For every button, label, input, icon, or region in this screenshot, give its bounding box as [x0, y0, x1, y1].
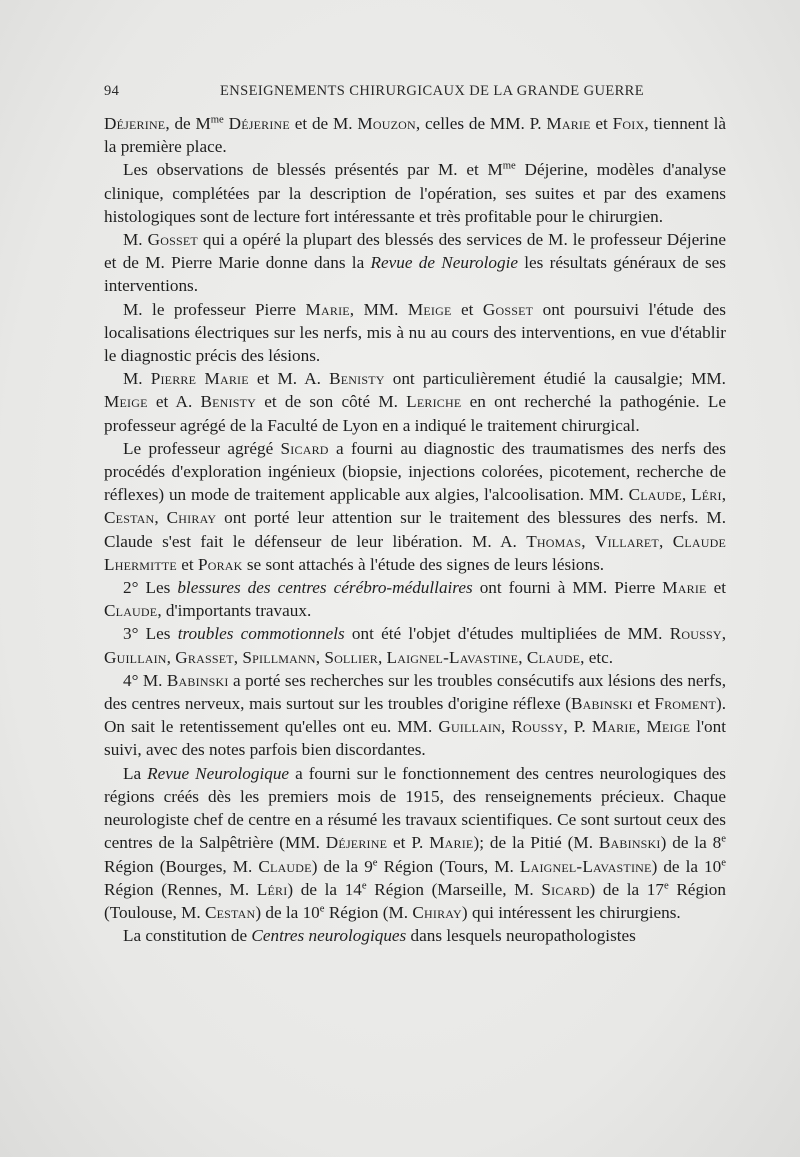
text-run: ) de la 9 [311, 856, 373, 876]
author-name: Sicard [541, 879, 590, 899]
text-run: , tiennent là la première place. [104, 114, 726, 157]
author-name: Laignel-Lavastine [386, 647, 519, 667]
text-run: 4° M. [123, 670, 167, 690]
author-name: Sollier [324, 647, 378, 667]
superscript: e [319, 903, 325, 915]
text-run: ) de la 10 [651, 856, 722, 876]
text-run: M. [123, 230, 148, 250]
text-run: , [501, 717, 512, 737]
text-run: se sont attachés à l'étude des signes de leurs lésions. [242, 554, 605, 574]
text-run: et A. [147, 392, 201, 412]
text-run: a fourni au diagnostic des traumatismes des nerfs des procédés d'exploration ingénieux (biopsie, injections colorées, picotement, recherche de réflexes) un mode de traitement applicable aux algies, l'alcoolisation. MM. [104, 438, 726, 505]
text-run: Les observations de blessés présentés par M. et M [123, 160, 503, 180]
text-run: et de M. [289, 114, 358, 133]
text-run: Déjerine, modèles d'analyse clinique, complétées par la description de l'opération, ses suites et par des examens histologiques sont de lecture fort intéressante et très profitable pour le chirurgien. [104, 160, 726, 226]
superscript: e [721, 856, 726, 868]
text-run: et de son côté M. [256, 392, 407, 412]
text-run: qui a opéré la plupart des blessés des services de M. le professeur Déjerine et de M. Pierre Marie donne dans la [104, 230, 726, 273]
author-name: Babinski [598, 833, 661, 853]
text-run: ); de la Pitié (M. [473, 833, 599, 853]
text-run: les résultats généraux de ses interventions. [104, 253, 726, 296]
author-name: Claude Lhermitte [104, 531, 727, 574]
text-run: La constitution de [123, 926, 252, 946]
text-run: a porté ses recherches sur les troubles consécutifs aux lésions des nerfs, des centres nerveux, mais surtout sur les troubles d'origine réflexe ( [104, 670, 726, 714]
text-run: , celles de MM. P. [415, 114, 547, 133]
superscript: e [663, 879, 669, 891]
text-run: Région (Marseille, M. [366, 879, 542, 899]
author-name: Déjerine [228, 114, 290, 133]
text-run: et [632, 694, 655, 714]
author-name: Meige [646, 717, 691, 737]
page-number: 94 [104, 83, 120, 99]
text-run: M. le professeur Pierre [123, 299, 306, 319]
author-name: Claude [104, 601, 158, 621]
text-run: ) qui intéressent les chirurgiens. [461, 902, 681, 922]
author-name: Déjerine [104, 114, 166, 133]
text-run: ont été l'objet d'études multipliées de MM. [344, 624, 670, 644]
running-title: ENSEIGNEMENTS CHIRURGICAUX DE LA GRANDE GUERRE [220, 83, 644, 99]
author-name: Laignel-Lavastine [519, 856, 652, 876]
paragraph [104, 228, 726, 298]
author-name: Cestan [104, 508, 155, 528]
text-run: et [590, 114, 613, 133]
text-run: et P. [387, 833, 430, 853]
body-text [104, 112, 726, 947]
author-name: Benisty [329, 369, 385, 389]
text-run: , [581, 531, 595, 551]
author-name: Marie [429, 833, 474, 853]
author-name: Leriche [406, 392, 462, 412]
author-name: Grasset [175, 647, 234, 667]
text-run: ) de la 10 [255, 902, 320, 922]
text-run: , [518, 647, 527, 667]
text-run: ont fourni à MM. Pierre [472, 578, 663, 598]
author-name: Porak [197, 554, 243, 574]
text-run: , [233, 647, 243, 667]
text-run: , d'importants travaux. [157, 601, 312, 621]
text-run: 3° Les [123, 624, 178, 644]
text-run: 2° Les [123, 578, 178, 598]
author-name: Léri [256, 879, 288, 899]
text-run: a fourni sur le fonctionnement des centres neurologiques des régions créés dès les premiers mois de 1915, des renseignements précieux. Chaque neurologiste chef de centre en a résumé les travaux scientifiques. Ce sont surtout ceux des centres de la Salpêtrière (MM. [104, 763, 726, 853]
author-name: Roussy [511, 717, 564, 737]
text-run: et [176, 554, 198, 574]
author-name: Sicard [280, 438, 329, 458]
author-name: Benisty [200, 392, 257, 412]
text-run: ont porté leur attention sur le traitement des blessures des nerfs. M. Claude s'est fait le défenseur de leur libération. M. A. [104, 508, 727, 551]
text-run: l'ont suivi, avec des notes parfois bien discordantes. [104, 717, 727, 760]
author-name: Babinski [166, 670, 229, 690]
author-name: Villaret [594, 531, 659, 551]
paragraph [104, 158, 726, 228]
superscript: me [210, 114, 224, 126]
text-run: ) de la 17 [589, 879, 664, 899]
text-run: ) de la 8 [660, 833, 722, 853]
author-name: Gosset [482, 299, 534, 319]
author-name: Claude [628, 485, 682, 505]
text-run: , MM. [349, 299, 408, 319]
italic-phrase: blessures des centres cérébro-médullaires [177, 578, 473, 598]
text-run: en ont recherché la pathogénie. Le professeur agrégé de la Faculté de Lyon en a indiqué le traitement chirurgical. [104, 392, 726, 435]
author-name: Gosset [147, 230, 198, 250]
text-run: , [377, 647, 387, 667]
text-run: , de M [165, 114, 211, 133]
text-run: dans lesquels neuropathologistes [406, 926, 636, 946]
author-name: Claude [526, 647, 581, 667]
text-run: M. [123, 369, 151, 389]
author-name: Léri [691, 485, 722, 505]
author-name: Babinski [570, 694, 633, 714]
text-run: ) de la 14 [287, 879, 362, 899]
italic-phrase: Revue de Neurologie [370, 253, 518, 273]
text-run: et [451, 299, 483, 319]
author-name: Marie [546, 114, 591, 133]
text-run: Le professeur agrégé [123, 438, 281, 458]
paragraph [104, 112, 726, 158]
author-name: Thomas [526, 531, 582, 551]
author-name: Marie [305, 299, 350, 319]
text-run: Région (Tours, M. [377, 856, 520, 876]
text-run: , [658, 531, 673, 551]
page-header [104, 83, 726, 103]
author-name: Guillain [438, 717, 501, 737]
text-run: , [315, 647, 325, 667]
author-name: Marie [591, 717, 637, 737]
author-name: Déjerine [325, 833, 388, 853]
text-run: , [721, 485, 726, 505]
text-run: et M. A. [248, 369, 330, 389]
text-run: , P. [563, 717, 592, 737]
author-name: Claude [258, 856, 312, 876]
superscript: e [361, 879, 367, 891]
text-run: ont particulièrement étudié la causalgie; MM. [384, 369, 726, 389]
paragraph [104, 367, 726, 437]
text-run: La [123, 763, 148, 783]
author-name: Roussy [669, 624, 722, 644]
paragraph [104, 437, 726, 576]
author-name: Pierre Marie [150, 369, 249, 389]
text-run: et [706, 578, 727, 598]
paragraph [104, 622, 726, 668]
text-run: , [681, 485, 692, 505]
paragraph [104, 762, 726, 924]
text-run: , [636, 717, 647, 737]
paragraph [104, 298, 726, 368]
text-run: Région (Rennes, M. [104, 879, 257, 899]
superscript: e [372, 856, 378, 868]
text-run: , etc. [580, 647, 614, 667]
author-name: Guillain [104, 647, 167, 667]
text-run: Région (Toulouse, M. [104, 879, 726, 922]
author-name: Foix [612, 114, 645, 133]
text-run: , [154, 508, 167, 528]
text-run: , [166, 647, 176, 667]
text-run: ont poursuivi l'étude des localisations électriques sur les nerfs, mis à nu au cours des interventions, en vue d'établir le diagnostic précis des lésions. [104, 299, 726, 366]
text-run: ). On sait le retentissement qu'elles ont eu. MM. [104, 694, 726, 737]
superscript: me [502, 160, 516, 172]
italic-phrase: troubles commotionnels [177, 624, 345, 644]
italic-phrase: Revue Neurologique [147, 763, 290, 783]
author-name: Chiray [166, 508, 217, 528]
superscript: e [721, 833, 726, 845]
italic-phrase: Centres neurologiques [251, 926, 407, 946]
author-name: Froment [654, 694, 716, 714]
author-name: Meige [104, 392, 148, 412]
text-run: Région (M. [324, 902, 413, 922]
paragraph [104, 576, 726, 622]
author-name: Mouzon [357, 114, 416, 133]
paragraph [104, 669, 726, 762]
author-name: Marie [662, 578, 707, 598]
author-name: Cestan [204, 902, 256, 922]
text-run: , [721, 624, 727, 644]
paragraph [104, 924, 726, 947]
author-name: Chiray [412, 902, 462, 922]
text-run: Région (Bourges, M. [104, 856, 259, 876]
author-name: Meige [407, 299, 452, 319]
author-name: Spillmann [242, 647, 316, 667]
